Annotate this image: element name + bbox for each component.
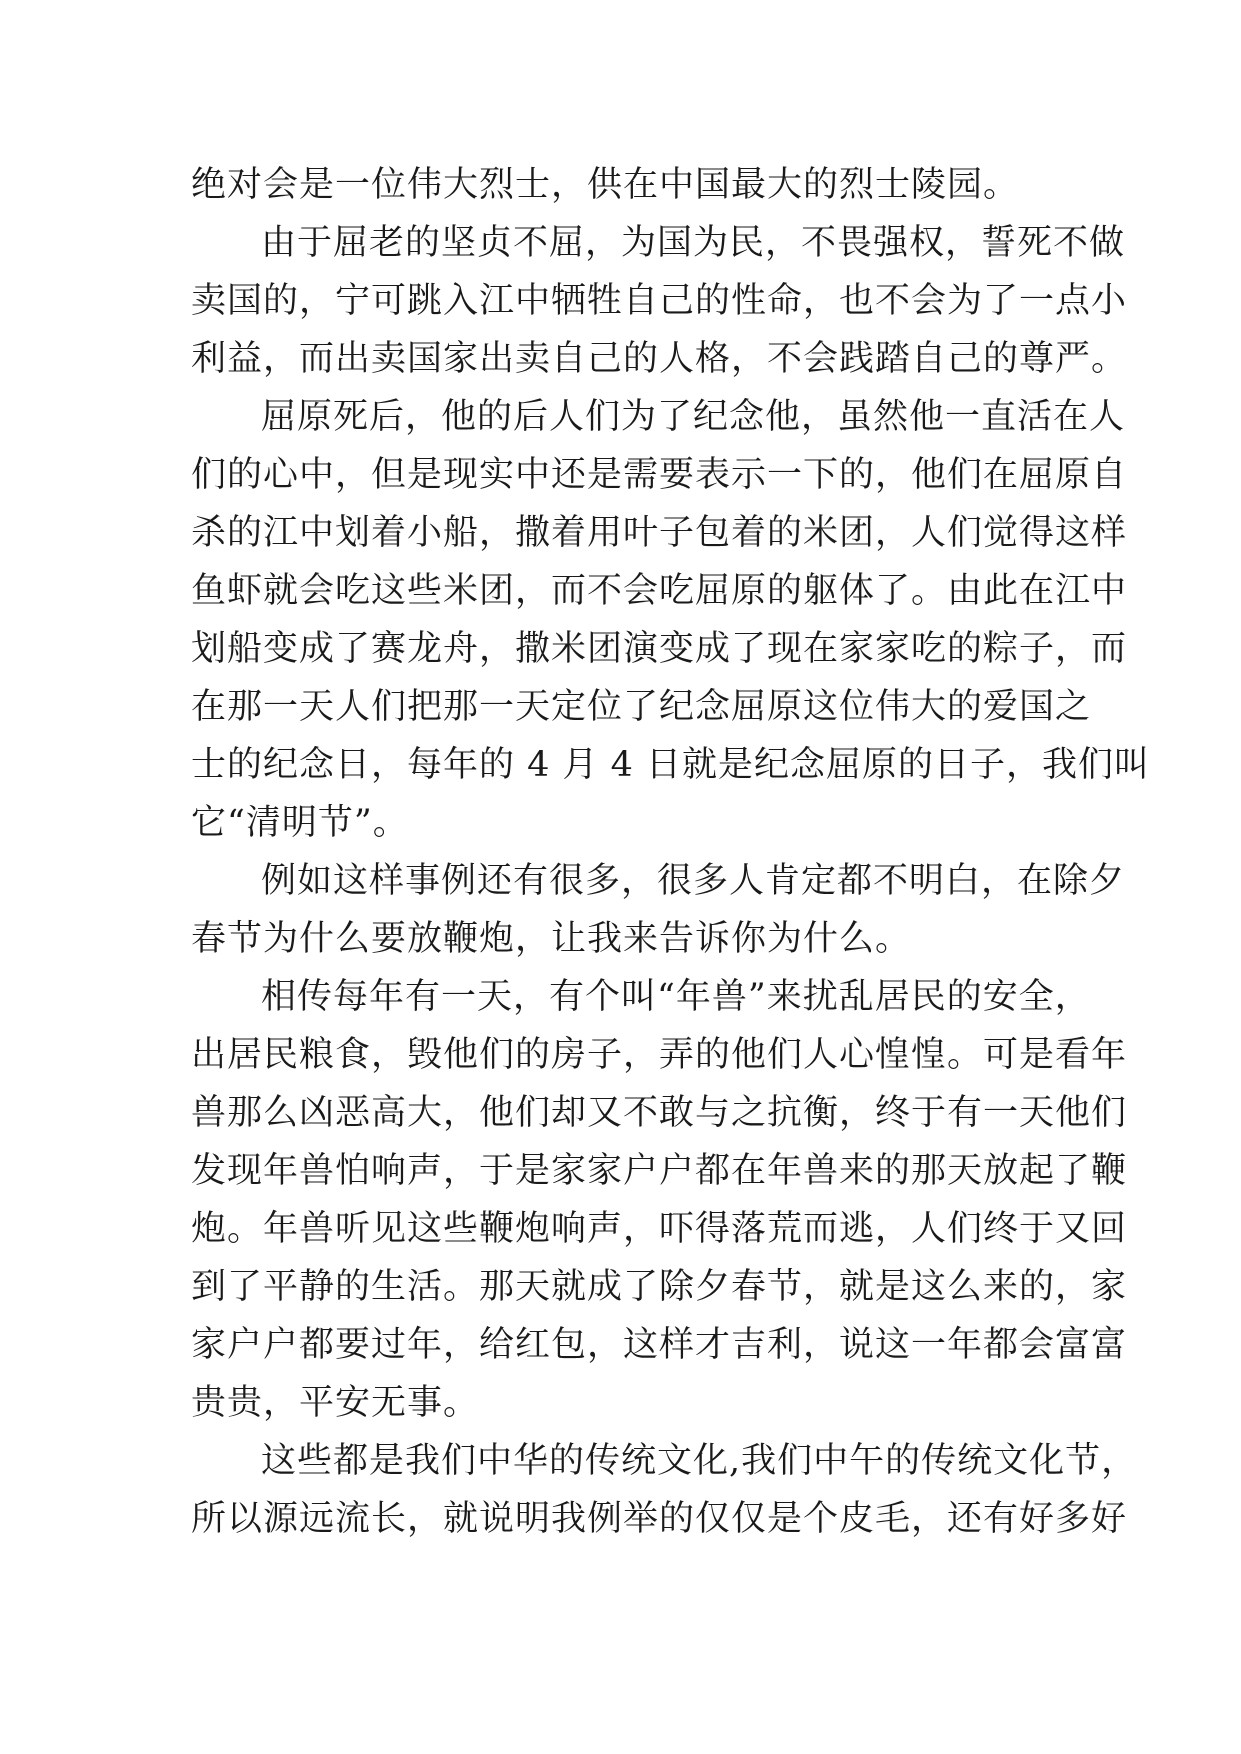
text-line: 士的纪念日，每年的 4 月 4 日就是纪念屈原的日子，我们叫 [191, 745, 1151, 785]
paragraph-start-line: 由于屈老的坚贞不屈，为国为民，不畏强权，誓死不做 [261, 223, 1126, 263]
text-line: 鱼虾就会吃这些米团，而不会吃屈原的躯体了。由此在江中 [191, 571, 1128, 611]
paragraph-start-line: 屈原死后，他的后人们为了纪念他，虽然他一直活在人 [261, 397, 1126, 437]
text-line: 们的心中，但是现实中还是需要表示一下的，他们在屈原自 [191, 455, 1128, 495]
paragraph-start-line: 相传每年有一天，有个叫“年兽”来扰乱居民的安全， [261, 977, 1091, 1017]
text-line: 它“清明节”。 [191, 803, 409, 843]
text-line: 利益，而出卖国家出卖自己的人格，不会践踏自己的尊严。 [191, 339, 1128, 379]
text-line: 春节为什么要放鞭炮，让我来告诉你为什么。 [191, 919, 912, 959]
text-line: 贵贵，平安无事。 [191, 1383, 480, 1423]
text-line: 到了平静的生活。那天就成了除夕春节，就是这么来的，家 [191, 1267, 1128, 1307]
paragraph-start-line: 例如这样事例还有很多，很多人肯定都不明白，在除夕 [261, 861, 1126, 901]
text-line: 卖国的，宁可跳入江中牺牲自己的性命，也不会为了一点小 [191, 281, 1128, 321]
text-line: 杀的江中划着小船，撒着用叶子包着的米团，人们觉得这样 [191, 513, 1128, 553]
paragraph-start-line: 这些都是我们中华的传统文化,我们中午的传统文化节， [261, 1441, 1138, 1481]
text-line: 划船变成了赛龙舟，撒米团演变成了现在家家吃的粽子，而 [191, 629, 1128, 669]
text-line: 在那一天人们把那一天定位了纪念屈原这位伟大的爱国之 [191, 687, 1092, 727]
text-line: 炮。年兽听见这些鞭炮响声，吓得落荒而逃，人们终于又回 [191, 1209, 1128, 1249]
text-line: 家户户都要过年，给红包，这样才吉利，说这一年都会富富 [191, 1325, 1128, 1365]
text-line: 兽那么凶恶高大，他们却又不敢与之抗衡，终于有一天他们 [191, 1093, 1128, 1133]
text-line: 出居民粮食，毁他们的房子，弄的他们人心惶惶。可是看年 [191, 1035, 1128, 1075]
body-text [191, 156, 1151, 1548]
text-line: 绝对会是一位伟大烈士，供在中国最大的烈士陵园。 [191, 165, 1020, 205]
text-line: 所以源远流长，就说明我例举的仅仅是个皮毛，还有好多好 [191, 1499, 1128, 1539]
text-line: 发现年兽怕响声，于是家家户户都在年兽来的那天放起了鞭 [191, 1151, 1128, 1191]
